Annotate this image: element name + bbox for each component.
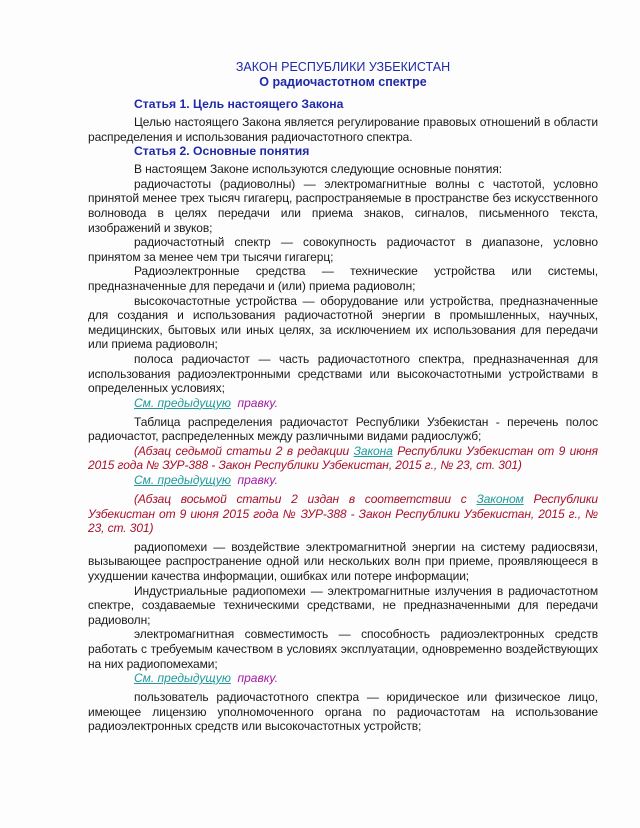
definition-spectrum-user: пользователь радиочастотного спектра — юридическое или физическое лицо, имеющее лицензию уполномоченного органа по радиочастотам на использование радиоэлектронных средств или высокочастотных устройств; [88, 690, 598, 734]
definition-radio-interference: радиопомехи — воздействие электромагнитной энергии на систему радиосвязи, вызывающее распространение одной или нескольких волн при приеме, проявляющееся в ухудшении качества информации, ошибках или потере информации; [88, 539, 598, 584]
definition-frequency-band: полоса радиочастот — часть радиочастотного спектра, предназначенная для использования радиоэлектронными средствами или высокочастотными устройствами в определенных условиях; [88, 351, 598, 396]
previous-edit-link[interactable]: См. предыдущую [134, 473, 231, 488]
note-text: Республики Узбекистан от 9 июня 2015 года № ЗУР-388 - Закон Республики Узбекистан, 2015 г., № 23, ст. 301) [88, 443, 598, 473]
article-2-intro: В настоящем Законе используются следующие основные понятия: [134, 162, 502, 177]
edit-label: правку. [237, 671, 278, 686]
article-2-heading: Статья 2. Основные понятия [134, 144, 310, 159]
previous-edit-line-1 [88, 396, 598, 411]
edit-label: правку. [237, 395, 278, 410]
previous-edit-link[interactable]: См. предыдущую [134, 671, 231, 686]
note-text: (Абзац седьмой статьи 2 в редакции [134, 443, 354, 458]
document-page [88, 60, 598, 734]
previous-edit-line-2 [88, 473, 598, 488]
law-link[interactable]: Законом [476, 492, 524, 507]
document-subtitle: О радиочастотном спектре [259, 75, 427, 89]
amendment-note-paragraph-7 [88, 444, 598, 473]
edit-label: правку. [237, 473, 278, 488]
definition-radiofrequencies: радиочастоты (радиоволны) — электромагнитные волны с частотой, условно принятой менее трех тысяч гигагерц, распространяемые в пространстве без искусственного волновода в целях передачи или приема знаков, сигналов, письменного текста, изображений и звуков; [88, 176, 598, 235]
amendment-note-paragraph-8 [88, 492, 598, 536]
previous-edit-link[interactable]: См. предыдущую [134, 395, 231, 410]
definition-spectrum: радиочастотный спектр — совокупность радиочастот в диапазоне, условно принятом за менее чем три тысячи гигагерц; [88, 235, 598, 264]
note-text: Республики Узбекистан от 9 июня 2015 года № ЗУР-388 - Закон Республики Узбекистан, 2015 г., № 23, ст. 301) [88, 492, 598, 536]
definition-em-compatibility: электромагнитная совместимость — способность радиоэлектронных средств работать с требуемым качеством в условиях эксплуатации, одновременно воздействующих на них радиопомехами; [88, 627, 598, 671]
document-title: ЗАКОН РЕСПУБЛИКИ УЗБЕКИСТАН [235, 60, 451, 74]
article-1-text: Целью настоящего Закона является регулирование правовых отношений в области распределения и использования радиочастотного спектра. [88, 115, 598, 144]
definition-allocation-table: Таблица распределения радиочастот Республики Узбекистан - перечень полос радиочастот, распределенных между различными видами радиослужб; [88, 414, 598, 444]
definition-industrial-interference: Индустриальные радиопомехи — электромагнитные излучения в радиочастотном спектре, создаваемые техническими средствами, не предназначенными для передачи радиоволн; [88, 583, 598, 627]
law-link[interactable]: Закона [353, 443, 393, 458]
previous-edit-line-3 [88, 671, 598, 686]
definition-radioelectronic-means: Радиоэлектронные средства — технические устройства или системы, предназначенные для передачи и (или) приема радиоволн; [88, 264, 598, 293]
definition-high-frequency-devices: высокочастотные устройства — оборудование или устройства, предназначенные для создания и использования радиочастотной энергии в промышленных, научных, медицинских, бытовых или иных целях, за исключением их использования для передачи или приема радиоволн; [88, 293, 598, 352]
note-text: (Абзац восьмой статьи 2 издан в соответствии с [134, 492, 477, 507]
article-1-heading: Статья 1. Цель настоящего Закона [134, 97, 344, 111]
